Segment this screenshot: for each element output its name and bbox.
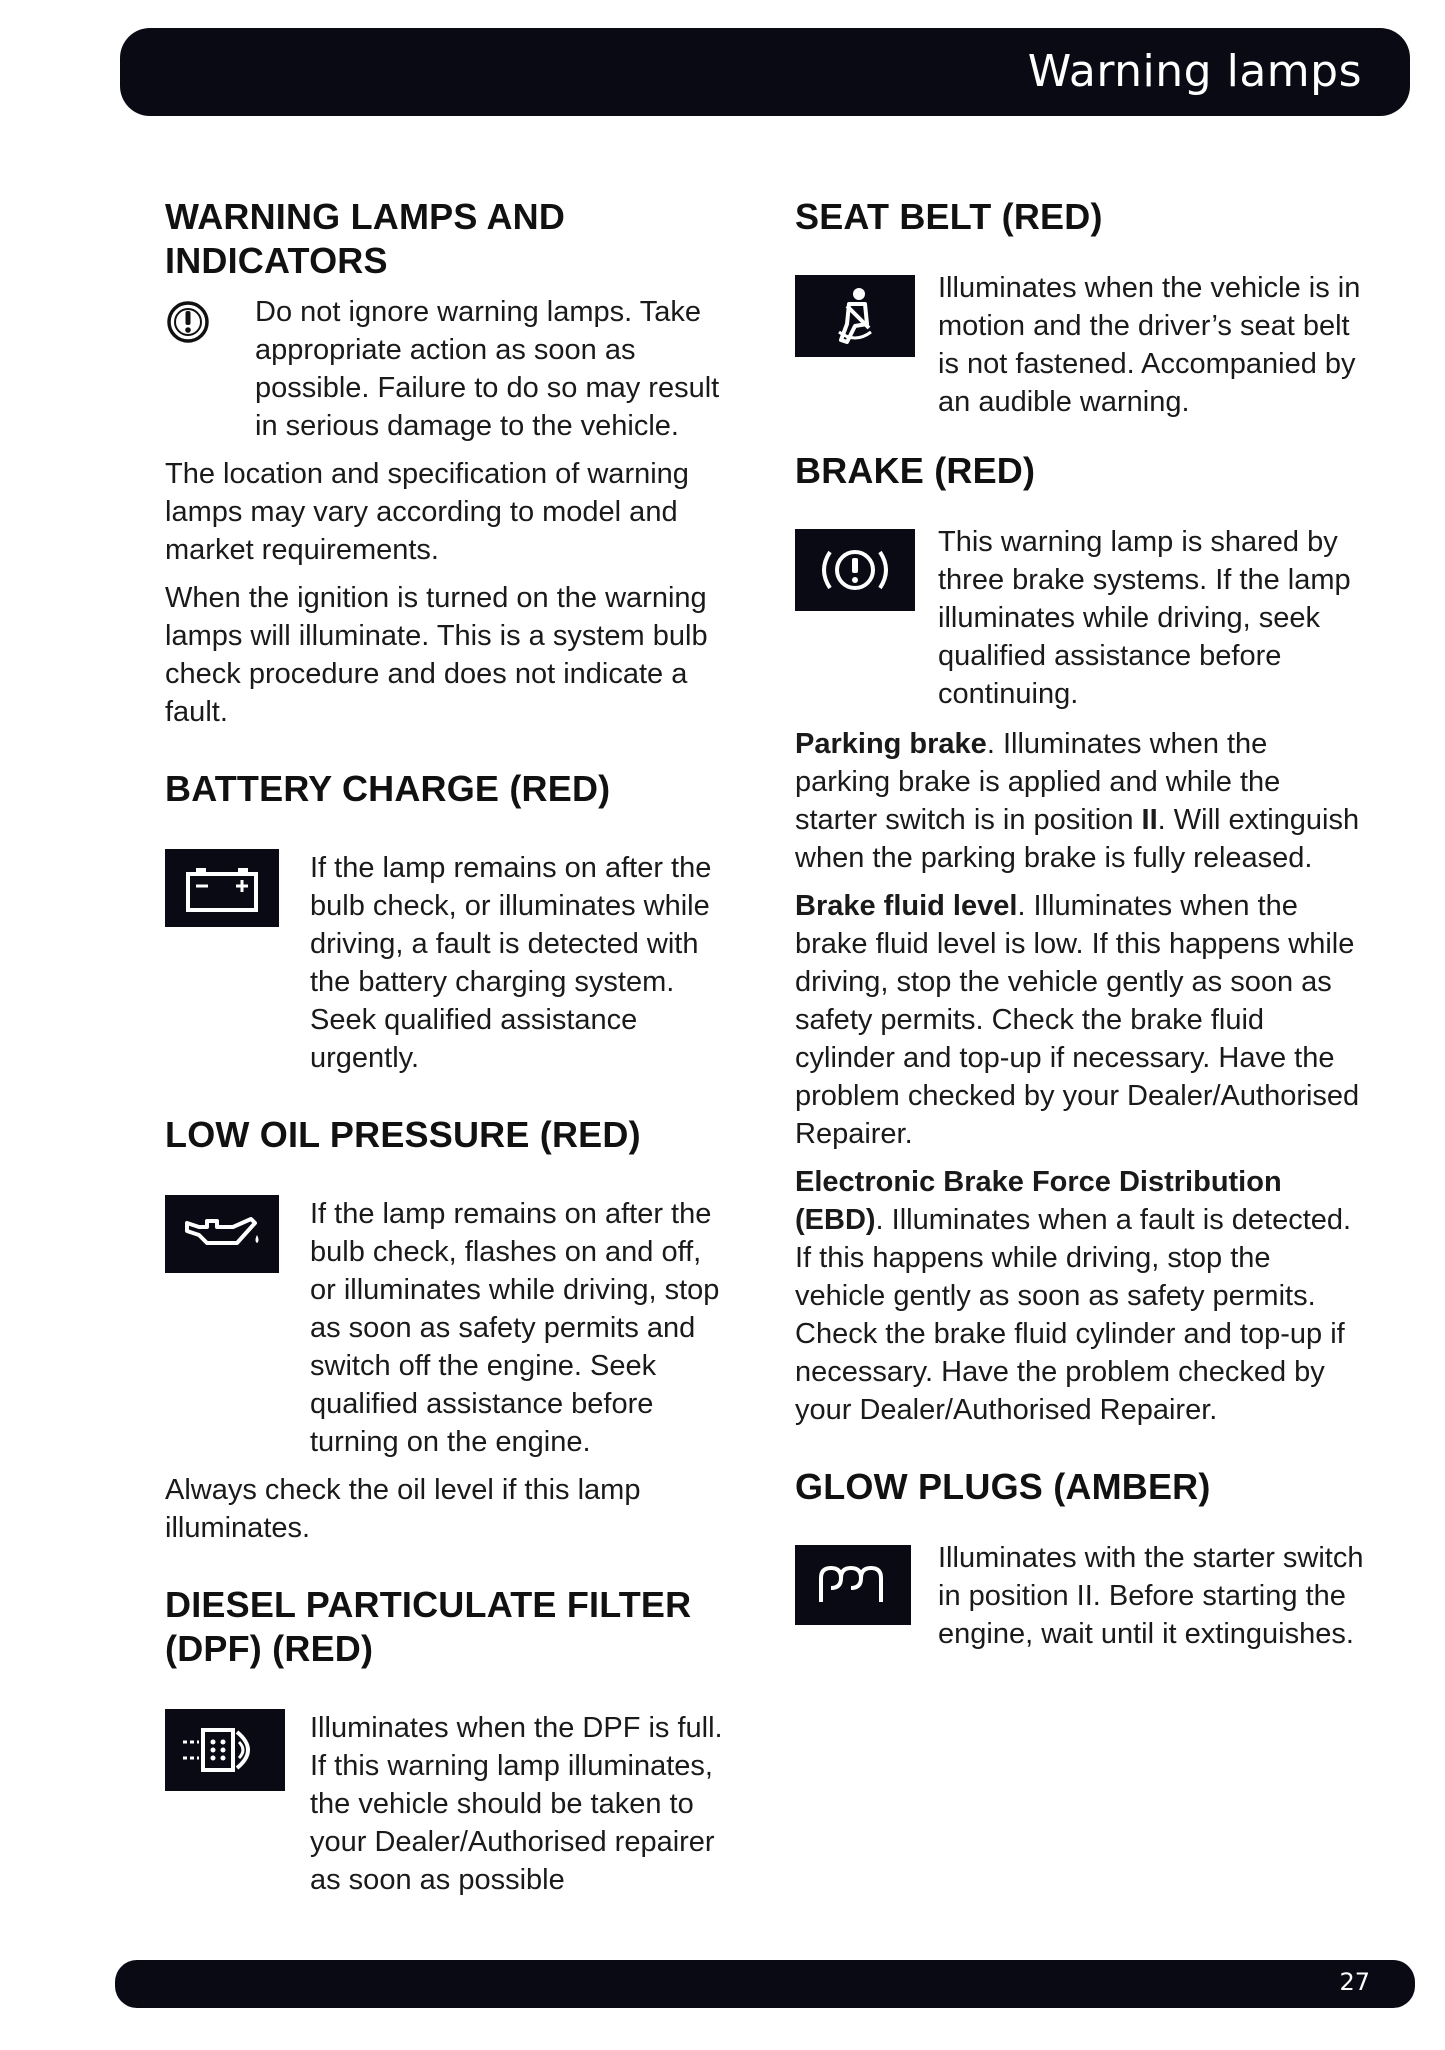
glow-text: Illuminates with the starter switch in position II. Before starting the engine, wait until it extinguishes.	[938, 1542, 1364, 1650]
parking-brake-text-b: . Will extinguish when the parking brake is fully released.	[795, 804, 1360, 874]
section-heading-glow-plugs: GLOW PLUGS (AMBER)	[795, 1466, 1211, 1507]
glow-lamp-block	[795, 1539, 1365, 1653]
section-heading-brake: BRAKE (RED)	[795, 450, 1036, 491]
dpf-lamp-block	[165, 1709, 735, 1899]
battery-lamp-block	[165, 849, 735, 1077]
section-heading-warning-lamps: WARNING LAMPS AND INDICATORS	[165, 196, 566, 281]
battery-text: If the lamp remains on after the bulb check, or illuminates while driving, a fault is detected with the battery charging system. Seek qualified assistance urgently.	[310, 852, 712, 1074]
page-title: Warning lamps	[1027, 46, 1362, 97]
page-number: 27	[1339, 1968, 1370, 1996]
seatbelt-text: Illuminates when the vehicle is in motion and the driver’s seat belt is not fastened. Accompanied by an audible warning.	[938, 272, 1361, 418]
section-heading-dpf: DIESEL PARTICULATE FILTER (DPF) (RED)	[165, 1584, 692, 1669]
parking-brake-label: Parking brake	[795, 728, 987, 760]
right-column	[795, 195, 1365, 1653]
battery-icon	[165, 849, 279, 927]
section-heading-seatbelt: SEAT BELT (RED)	[795, 196, 1103, 237]
seat-belt-icon	[795, 275, 915, 357]
parking-brake-paragraph	[795, 725, 1365, 877]
ebd-text: . Illuminates when a fault is detected. If this happens while driving, stop the vehicle gently as soon as safety permits. Check the brake fluid cylinder and top-up if necessary. Have the problem checked by your Dealer/Authorised Repairer.	[795, 1204, 1352, 1426]
dpf-text: Illuminates when the DPF is full. If this warning lamp illuminates, the vehicle should be taken to your Dealer/Authorised repairer as soon as possible	[310, 1712, 723, 1896]
oil-text: If the lamp remains on after the bulb check, flashes on and off, or illuminates while driving, stop as soon as safety permits and switch off the engine. Seek qualified assistance before turning on the engine.	[310, 1198, 720, 1458]
brake-icon	[795, 529, 915, 611]
footer-bar	[115, 1960, 1415, 2008]
ebd-label: Electronic Brake Force Distribution (EBD)	[795, 1166, 1282, 1236]
section-heading-battery: BATTERY CHARGE (RED)	[165, 768, 611, 809]
left-column	[165, 195, 735, 1899]
ebd-paragraph	[795, 1163, 1365, 1429]
brake-fluid-paragraph	[795, 887, 1365, 1153]
warning-note	[165, 293, 735, 445]
parking-brake-text-a: . Illuminates when the parking brake is applied and while the starter switch is in position	[795, 728, 1281, 836]
header-bar	[120, 28, 1410, 116]
brake-fluid-text: . Illuminates when the brake fluid level is low. If this happens while driving, stop the vehicle gently as soon as safety permits. Check the brake fluid cylinder and top-up if necessary. Have the problem checked by your Dealer/Authorised Repairer.	[795, 890, 1360, 1150]
warning-text: Do not ignore warning lamps. Take appropriate action as soon as possible. Failure to do so may result in serious damage to the vehicle.	[255, 296, 720, 442]
oil-lamp-block	[165, 1195, 735, 1461]
oil-can-icon	[165, 1195, 279, 1273]
brake-lamp-block	[795, 523, 1365, 713]
seatbelt-lamp-block	[795, 269, 1365, 421]
parking-brake-position: II	[1141, 804, 1158, 836]
brake-text: This warning lamp is shared by three brake systems. If the lamp illuminates while driving, seek qualified assistance before continuing.	[938, 526, 1351, 710]
glow-plug-icon	[795, 1545, 911, 1625]
paragraph-ignition: When the ignition is turned on the warning lamps will illuminate. This is a system bulb check procedure and does not indicate a fault.	[165, 582, 708, 728]
oil-after-text: Always check the oil level if this lamp illuminates.	[165, 1474, 641, 1544]
section-heading-oil: LOW OIL PRESSURE (RED)	[165, 1114, 641, 1155]
dpf-icon	[165, 1709, 285, 1791]
warning-circle-icon	[165, 293, 255, 350]
paragraph-location: The location and specification of warning lamps may vary according to model and market requirements.	[165, 458, 689, 566]
brake-fluid-label: Brake fluid level	[795, 890, 1018, 922]
